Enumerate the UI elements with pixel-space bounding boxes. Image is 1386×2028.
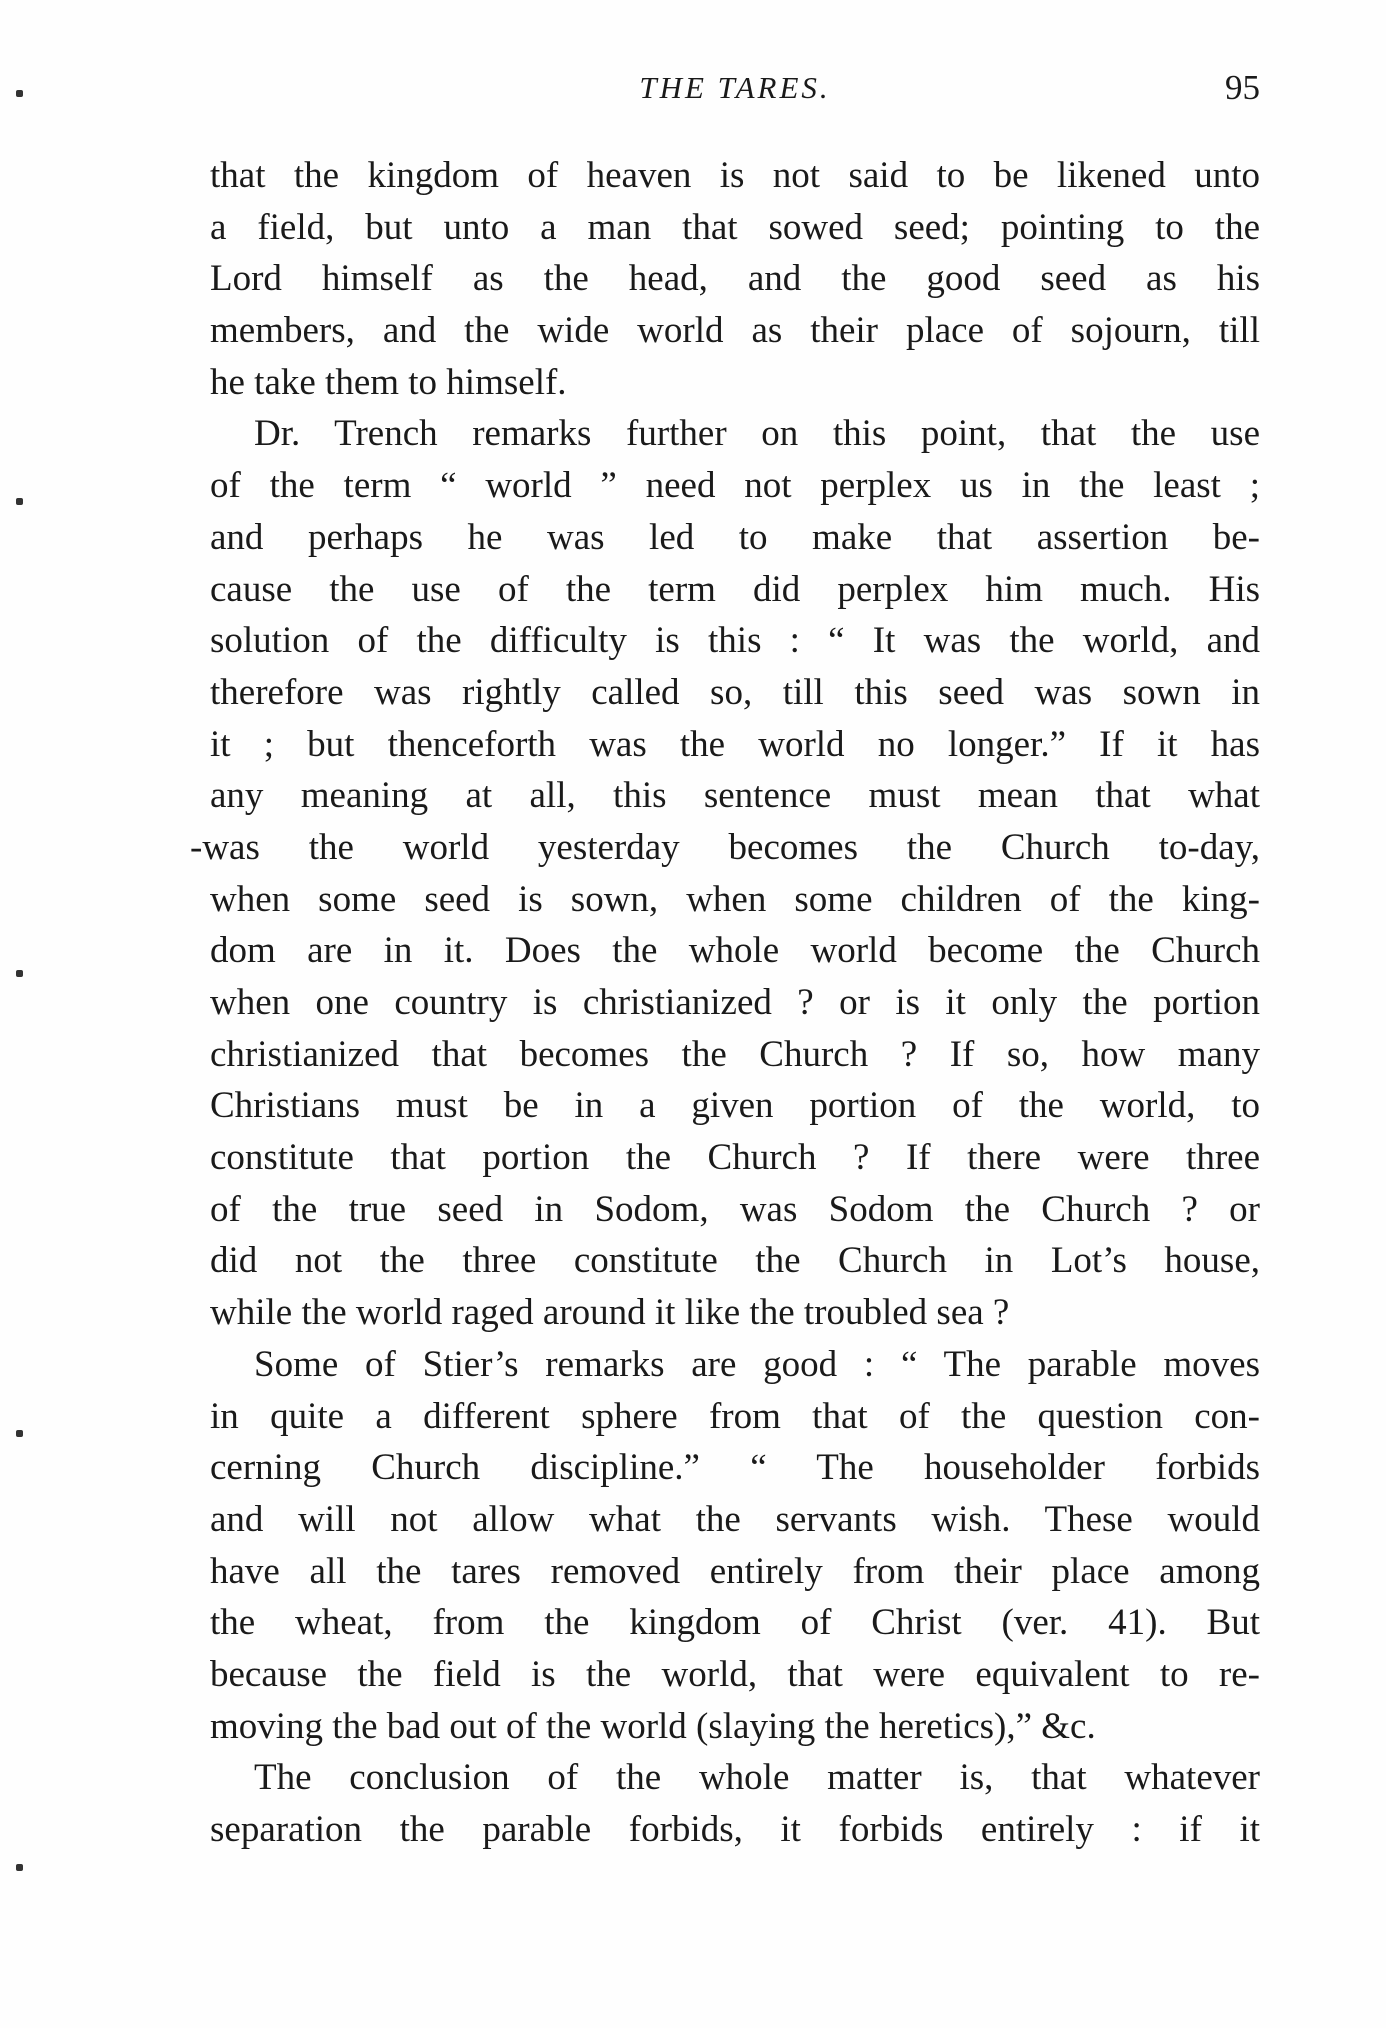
margin-speck bbox=[16, 90, 23, 97]
text-line: therefore was rightly called so, till this seed was sown in bbox=[210, 671, 1260, 713]
text-line: in quite a different sphere from that of the question con- bbox=[210, 1395, 1260, 1437]
text-line: of the true seed in Sodom, was Sodom the Church ? or bbox=[210, 1188, 1260, 1230]
body-text bbox=[190, 150, 1260, 1856]
text-line: constitute that portion the Church ? If there were three bbox=[210, 1137, 1260, 1179]
page-number: 95 bbox=[1225, 68, 1260, 107]
text-line: a field, but unto a man that sowed seed; pointing to the bbox=[210, 206, 1260, 248]
paragraph-first-line: The conclusion of the whole matter is, that whatever bbox=[254, 1757, 1260, 1799]
text-line: moving the bad out of the world (slaying the heretics),” &c. bbox=[210, 1705, 1096, 1747]
margin-speck bbox=[16, 970, 23, 977]
running-title: THE TARES. bbox=[639, 70, 831, 105]
text-line: members, and the wide world as their place of sojourn, till bbox=[210, 310, 1260, 352]
paragraph-first-line: Dr. Trench remarks further on this point, that the use bbox=[254, 413, 1260, 455]
text-line: christianized that becomes the Church ? If so, how many bbox=[210, 1033, 1260, 1075]
margin-speck bbox=[16, 1430, 23, 1437]
text-line: and will not allow what the servants wish. These would bbox=[210, 1498, 1260, 1540]
text-line: separation the parable forbids, it forbids entirely : if it bbox=[210, 1809, 1260, 1850]
text-line: Christians must be in a given portion of the world, to bbox=[210, 1085, 1260, 1127]
text-line: and perhaps he was led to make that assertion be- bbox=[210, 516, 1260, 558]
text-line: solution of the difficulty is this : “ It was the world, and bbox=[210, 620, 1260, 662]
text-line: any meaning at all, this sentence must mean that what bbox=[210, 775, 1260, 817]
text-line: cause the use of the term did perplex him much. His bbox=[210, 568, 1260, 610]
text-line: it ; but thenceforth was the world no longer.” If it has bbox=[210, 723, 1260, 765]
text-line: when some seed is sown, when some children of the king- bbox=[210, 878, 1260, 920]
running-head bbox=[210, 64, 1260, 114]
text-line: he take them to himself. bbox=[210, 361, 567, 403]
text-line: of the term “ world ” need not perplex us in the least ; bbox=[210, 465, 1260, 507]
text-line: when one country is christianized ? or is it only the portion bbox=[210, 982, 1260, 1023]
text-line: because the field is the world, that were equivalent to re- bbox=[210, 1653, 1260, 1695]
text-line: have all the tares removed entirely from their place among bbox=[210, 1550, 1260, 1592]
margin-speck bbox=[16, 498, 23, 505]
margin-speck bbox=[16, 1864, 23, 1871]
text-line: dom are in it. Does the whole world become the Church bbox=[210, 930, 1260, 972]
text-line: Lord himself as the head, and the good seed as his bbox=[210, 258, 1260, 300]
text-line: -was the world yesterday becomes the Church to-day, bbox=[190, 826, 1260, 868]
paragraph-first-line: Some of Stier’s remarks are good : “ The parable moves bbox=[254, 1343, 1260, 1385]
text-line: that the kingdom of heaven is not said to be likened unto bbox=[210, 155, 1260, 196]
text-line: did not the three constitute the Church in Lot’s house, bbox=[210, 1240, 1260, 1282]
text-line: cerning Church discipline.” “ The householder forbids bbox=[210, 1447, 1260, 1489]
text-line: the wheat, from the kingdom of Christ (ver. 41). But bbox=[210, 1602, 1260, 1644]
text-line: while the world raged around it like the troubled sea ? bbox=[210, 1292, 1010, 1334]
